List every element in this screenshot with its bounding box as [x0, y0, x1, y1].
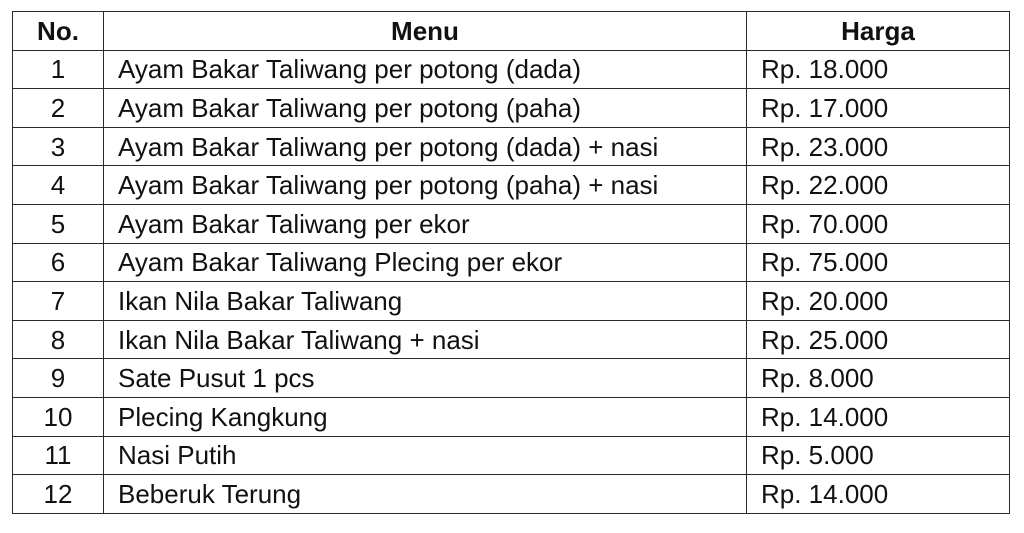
table-header-row [13, 12, 1010, 51]
menu-item-price: Rp. 5.000 [747, 436, 1010, 475]
table-row [13, 475, 1010, 514]
row-number: 12 [13, 475, 104, 514]
table-row [13, 50, 1010, 89]
row-number: 5 [13, 204, 104, 243]
row-number: 11 [13, 436, 104, 475]
header-no: No. [13, 12, 104, 51]
table-row [13, 397, 1010, 436]
menu-item-price: Rp. 75.000 [747, 243, 1010, 282]
menu-price-table [12, 11, 1010, 514]
table-row [13, 243, 1010, 282]
menu-item-price: Rp. 25.000 [747, 320, 1010, 359]
menu-item-price: Rp. 8.000 [747, 359, 1010, 398]
table-row [13, 127, 1010, 166]
table-row [13, 166, 1010, 205]
menu-item-name: Beberuk Terung [104, 475, 747, 514]
menu-item-name: Ikan Nila Bakar Taliwang + nasi [104, 320, 747, 359]
menu-item-name: Ayam Bakar Taliwang per potong (dada) + nasi [104, 127, 747, 166]
table-row [13, 320, 1010, 359]
menu-item-price: Rp. 22.000 [747, 166, 1010, 205]
row-number: 7 [13, 282, 104, 321]
menu-item-price: Rp. 14.000 [747, 397, 1010, 436]
header-harga: Harga [747, 12, 1010, 51]
header-menu: Menu [104, 12, 747, 51]
table-row [13, 359, 1010, 398]
table-row [13, 89, 1010, 128]
row-number: 10 [13, 397, 104, 436]
menu-item-price: Rp. 20.000 [747, 282, 1010, 321]
menu-item-name: Plecing Kangkung [104, 397, 747, 436]
menu-item-name: Ikan Nila Bakar Taliwang [104, 282, 747, 321]
menu-item-price: Rp. 14.000 [747, 475, 1010, 514]
menu-item-name: Ayam Bakar Taliwang per potong (dada) [104, 50, 747, 89]
menu-item-price: Rp. 18.000 [747, 50, 1010, 89]
row-number: 1 [13, 50, 104, 89]
menu-item-name: Ayam Bakar Taliwang per ekor [104, 204, 747, 243]
table-row [13, 436, 1010, 475]
menu-item-name: Nasi Putih [104, 436, 747, 475]
menu-item-name: Ayam Bakar Taliwang Plecing per ekor [104, 243, 747, 282]
row-number: 2 [13, 89, 104, 128]
table-row [13, 282, 1010, 321]
row-number: 4 [13, 166, 104, 205]
menu-item-price: Rp. 23.000 [747, 127, 1010, 166]
menu-item-price: Rp. 70.000 [747, 204, 1010, 243]
menu-item-name: Ayam Bakar Taliwang per potong (paha) [104, 89, 747, 128]
menu-item-name: Ayam Bakar Taliwang per potong (paha) + nasi [104, 166, 747, 205]
menu-item-price: Rp. 17.000 [747, 89, 1010, 128]
row-number: 9 [13, 359, 104, 398]
row-number: 3 [13, 127, 104, 166]
menu-item-name: Sate Pusut 1 pcs [104, 359, 747, 398]
table-row [13, 204, 1010, 243]
row-number: 8 [13, 320, 104, 359]
row-number: 6 [13, 243, 104, 282]
